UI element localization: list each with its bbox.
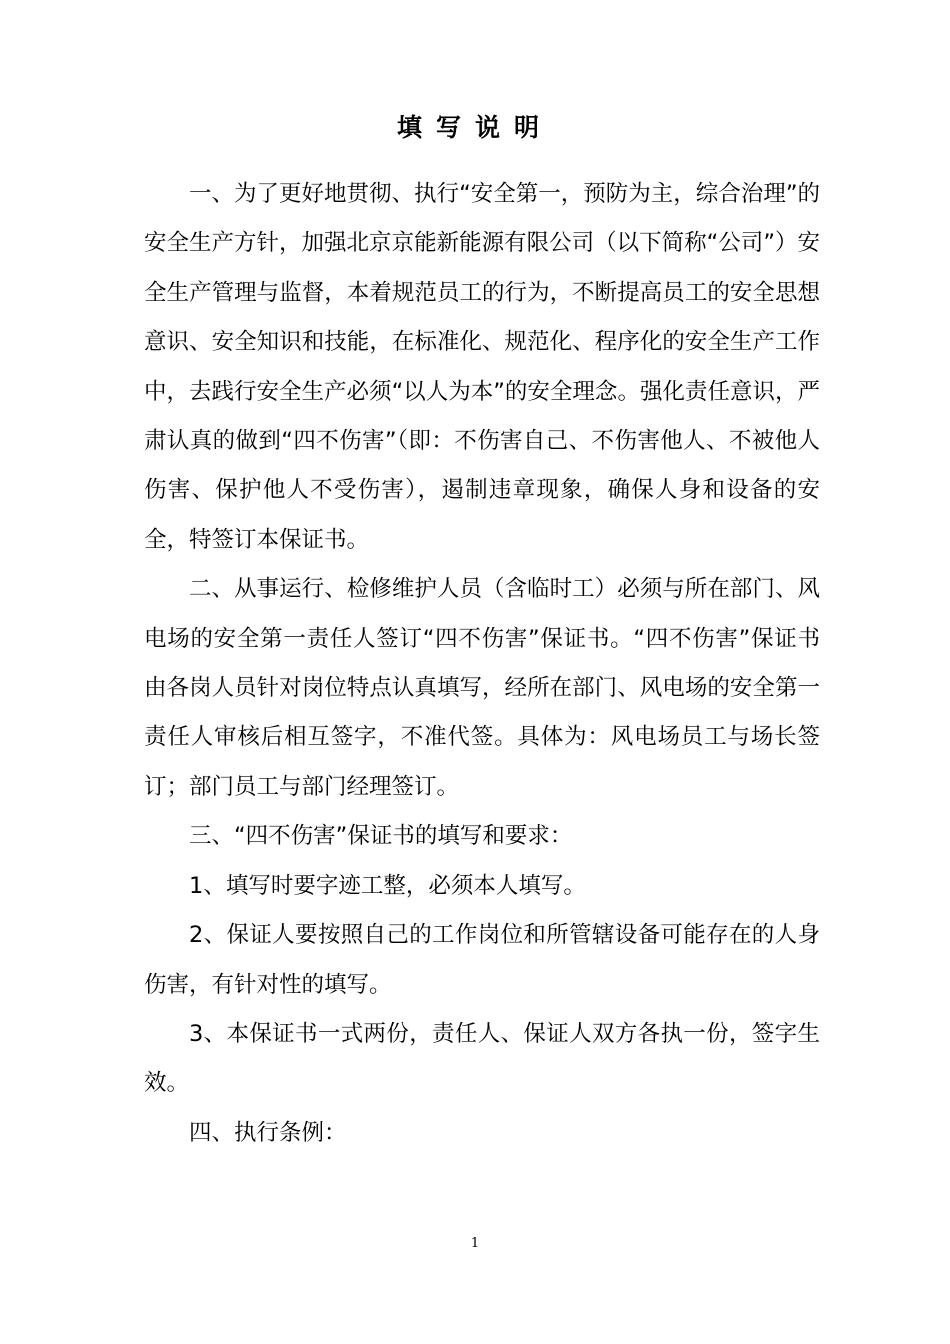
paragraph-6: 3、本保证书一式两份，责任人、保证人双方各执一份，签字生效。	[144, 1020, 820, 1097]
page-title: 填写说明	[396, 113, 553, 142]
paragraph-7: 四、执行条例：	[189, 1119, 347, 1146]
page-number: 1	[470, 1236, 480, 1251]
paragraph-2: 二、从事运行、检修维护人员（含临时工）必须与所在部门、风电场的安全第一责任人签订“四不伤害”保证书。“四不伤害”保证书由各岗人员针对岗位特点认真填写，经所在部门、风电场的安全第一责任人审核后相互签字，不准代签。具体为：风电场员工与场长签订；部门员工与部门经理签订。	[144, 576, 820, 800]
paragraph-4: 1、填写时要字迹工整，必须本人填写。	[189, 872, 586, 899]
paragraph-3: 三、“四不伤害”保证书的填写和要求：	[189, 823, 573, 850]
paragraph-1: 一、为了更好地贯彻、执行“安全第一，预防为主，综合治理”的安全生产方针，加强北京京能新能源有限公司（以下简称“公司”）安全生产管理与监督，本着规范员工的行为，不断提高员工的安全思想意识、安全知识和技能，在标准化、规范化、程序化的安全生产工作中，去践行安全生产必须“以人为本”的安全理念。强化责任意识，严肃认真的做到“四不伤害”（即：不伤害自己、不伤害他人、不被他人伤害、保护他人不受伤害），遏制违章现象，确保人身和设备的安全，特签订本保证书。	[144, 181, 820, 553]
paragraph-5: 2、保证人要按照自己的工作岗位和所管辖设备可能存在的人身伤害，有针对性的填写。	[144, 922, 820, 998]
body-text	[144, 170, 820, 1158]
